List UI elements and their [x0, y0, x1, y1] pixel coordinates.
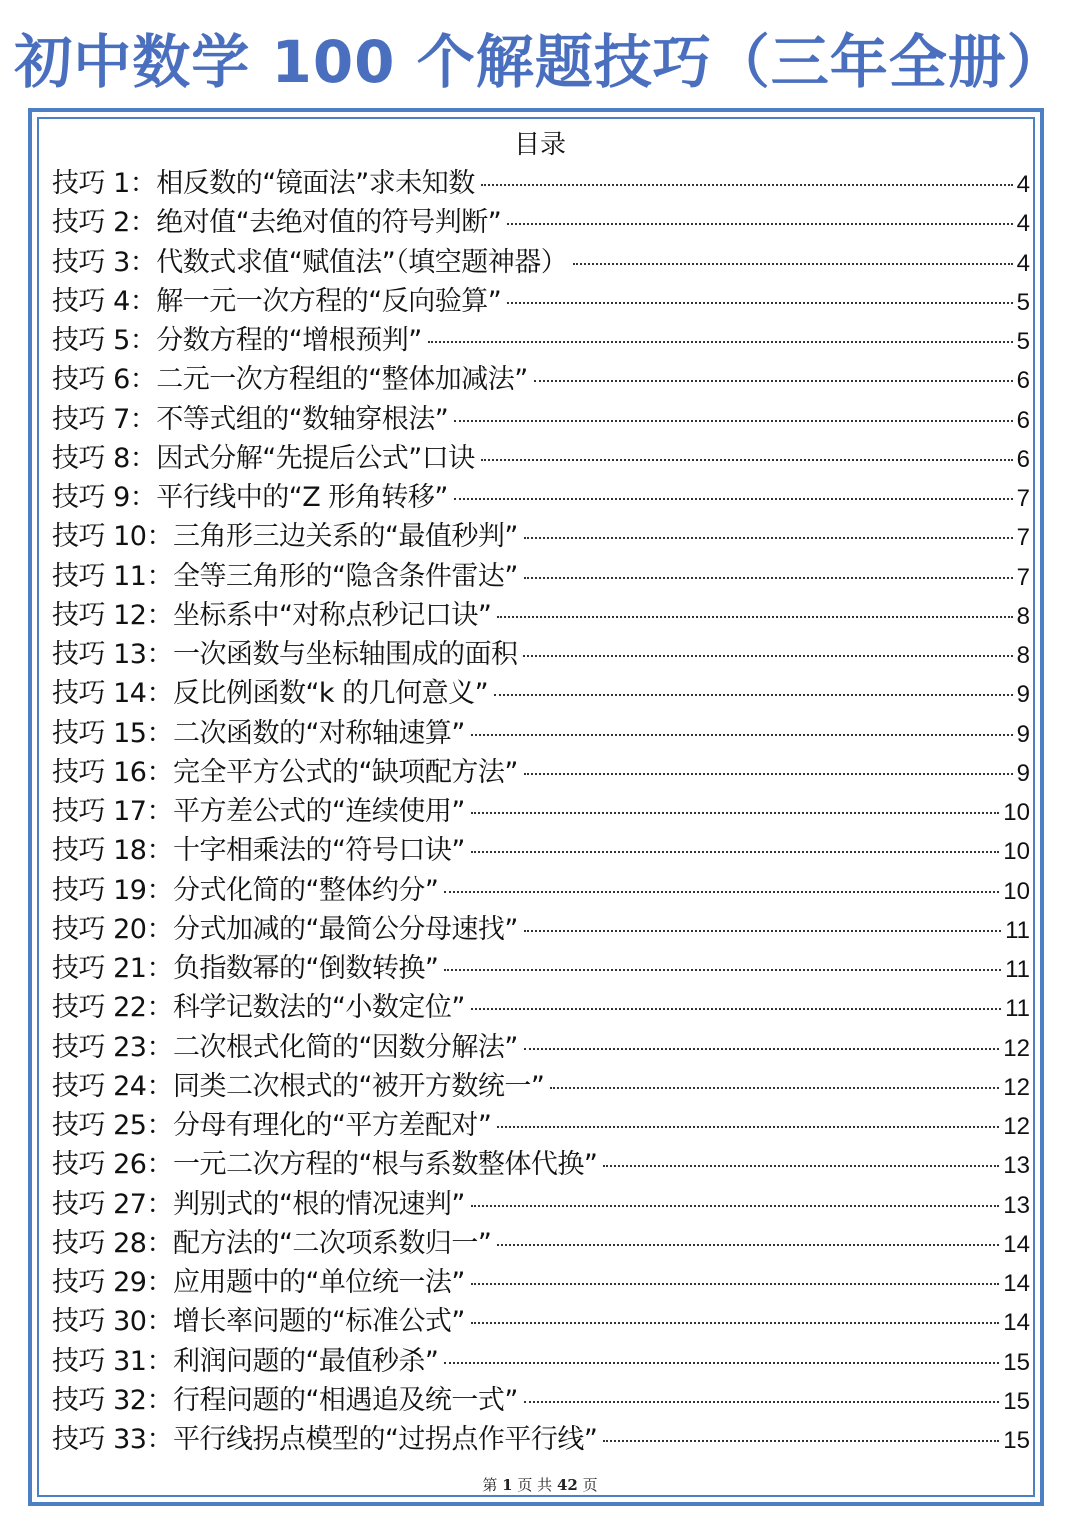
- toc-entry[interactable]: [52, 753, 1030, 792]
- toc-dot-leader: [507, 301, 1012, 304]
- toc-entry[interactable]: [52, 831, 1030, 870]
- toc-entry[interactable]: [52, 792, 1030, 831]
- toc-entry-label: 技巧 15：二次函数的“对称轴速算”: [52, 717, 465, 749]
- toc-heading: 目录: [513, 130, 566, 160]
- toc-entry-page-number: 9: [1016, 720, 1030, 748]
- toc-entry[interactable]: [52, 478, 1030, 517]
- toc-entry-label: 技巧 30：增长率问题的“标准公式”: [52, 1306, 465, 1338]
- toc-entry-page-number: 12: [1003, 1034, 1030, 1062]
- toc-entry-label: 技巧 31：利润问题的“最值秒杀”: [52, 1345, 439, 1377]
- toc-entry-label: 技巧 32：行程问题的“相遇追及统一式”: [52, 1384, 518, 1416]
- toc-entry-label: 技巧 3：代数式求值“赋值法”（填空题神器）: [52, 246, 568, 278]
- toc-dot-leader: [497, 1243, 999, 1246]
- toc-entry-label: 技巧 19：分式化简的“整体约分”: [52, 874, 439, 906]
- toc-entry[interactable]: [52, 1028, 1030, 1067]
- toc-dot-leader: [471, 850, 999, 853]
- toc-entry[interactable]: [52, 1185, 1030, 1224]
- toc-entry[interactable]: [52, 1263, 1030, 1302]
- toc-entry[interactable]: [52, 1067, 1030, 1106]
- toc-dot-leader: [603, 1439, 999, 1442]
- toc-entry[interactable]: [52, 557, 1030, 596]
- toc-entry-page-number: 13: [1003, 1152, 1030, 1180]
- toc-entry-label: 技巧 27：判别式的“根的情况速判”: [52, 1188, 465, 1220]
- page-footer: [0, 1475, 1080, 1495]
- toc-entry-page-number: 15: [1003, 1348, 1030, 1376]
- toc-entry[interactable]: [52, 1145, 1030, 1184]
- toc-entry[interactable]: [52, 1106, 1030, 1145]
- toc-dot-leader: [454, 497, 1013, 500]
- toc-entry-page-number: 10: [1003, 799, 1030, 826]
- toc-entry-page-number: 5: [1016, 328, 1030, 355]
- toc-dot-leader: [573, 262, 1012, 265]
- toc-dot-leader: [444, 890, 999, 893]
- toc-entry-label: 技巧 23：二次根式化简的“因数分解法”: [52, 1031, 518, 1063]
- toc-dot-leader: [481, 458, 1013, 461]
- toc-entry[interactable]: [52, 1302, 1030, 1341]
- toc-entry-label: 技巧 11：全等三角形的“隐含条件雷达”: [52, 560, 518, 592]
- toc-entry[interactable]: [52, 596, 1030, 635]
- toc-entry-label: 技巧 14：反比例函数“k 的几何意义”: [52, 678, 489, 710]
- toc-entry-page-number: 8: [1016, 602, 1030, 630]
- toc-entry-label: 技巧 8：因式分解“先提后公式”口诀: [52, 442, 475, 474]
- toc-dot-leader: [494, 693, 1013, 696]
- toc-entry-label: 技巧 6：二元一次方程组的“整体加减法”: [52, 364, 528, 396]
- toc-entry-page-number: 14: [1003, 1309, 1030, 1337]
- footer-suffix: 页: [582, 1476, 598, 1494]
- toc-entry-page-number: 7: [1016, 485, 1030, 512]
- toc-entry-page-number: 6: [1016, 445, 1030, 473]
- toc-dot-leader: [523, 654, 1012, 657]
- toc-entry-page-number: 8: [1016, 642, 1030, 669]
- toc-entry-label: 技巧 4：解一元一次方程的“反向验算”: [52, 285, 502, 317]
- toc-entry-page-number: 13: [1003, 1191, 1030, 1219]
- toc-entry-page-number: 14: [1003, 1270, 1030, 1297]
- toc-dot-leader: [497, 615, 1012, 618]
- toc-dot-leader: [524, 929, 1001, 932]
- footer-total-pages: 42: [556, 1476, 578, 1494]
- toc-entry[interactable]: [52, 439, 1030, 478]
- toc-entry-page-number: 6: [1016, 367, 1030, 395]
- toc-entry-label: 技巧 18：十字相乘法的“符号口诀”: [52, 835, 465, 867]
- toc-entry[interactable]: [52, 282, 1030, 321]
- toc-entry[interactable]: [52, 674, 1030, 713]
- footer-middle: 页 共: [517, 1476, 553, 1494]
- toc-dot-leader: [497, 1125, 999, 1128]
- toc-entry-label: 技巧 21：负指数幂的“倒数转换”: [52, 953, 439, 984]
- toc-dot-leader: [428, 340, 1013, 343]
- toc-entry-label: 技巧 26：一元二次方程的“根与系数整体代换”: [52, 1149, 598, 1181]
- toc-entry[interactable]: [52, 517, 1030, 556]
- toc-entry-label: 技巧 33：平行线拐点模型的“过拐点作平行线”: [52, 1424, 598, 1455]
- toc-entry-label: 技巧 7：不等式组的“数轴穿根法”: [52, 403, 449, 435]
- toc-entry-label: 技巧 1：相反数的“镜面法”求未知数: [52, 168, 475, 199]
- footer-current-page: 1: [502, 1476, 513, 1494]
- toc-entry-label: 技巧 9：平行线中的“Z 形角转移”: [52, 482, 448, 513]
- toc-entry[interactable]: [52, 910, 1030, 949]
- toc-dot-leader: [481, 183, 1013, 186]
- toc-entry-page-number: 4: [1016, 171, 1030, 198]
- toc-entry[interactable]: [52, 360, 1030, 399]
- toc-entry-page-number: 11: [1005, 956, 1030, 983]
- toc-entry-label: 技巧 2：绝对值“去绝对值的符号判断”: [52, 207, 502, 239]
- toc-entry-page-number: 7: [1016, 563, 1030, 591]
- toc-entry[interactable]: [52, 988, 1030, 1027]
- toc-entry-page-number: 11: [1005, 995, 1030, 1023]
- toc-entry-page-number: 12: [1003, 1113, 1030, 1140]
- toc-entry-page-number: 11: [1005, 916, 1030, 944]
- toc-dot-leader: [471, 1282, 999, 1285]
- toc-dot-leader: [471, 733, 1013, 736]
- toc-dot-leader: [524, 576, 1013, 579]
- toc-entry-page-number: 4: [1016, 249, 1030, 277]
- toc-entry-page-number: 4: [1016, 210, 1030, 238]
- toc-entry-page-number: 15: [1003, 1387, 1030, 1415]
- table-of-contents: [52, 164, 1030, 1459]
- toc-entry-page-number: 7: [1016, 524, 1030, 552]
- toc-entry[interactable]: [52, 1381, 1030, 1420]
- toc-entry-label: 技巧 22：科学记数法的“小数定位”: [52, 992, 465, 1024]
- document-title: 初中数学 100 个解题技巧（三年全册）: [14, 28, 1066, 96]
- toc-entry[interactable]: [52, 871, 1030, 910]
- toc-entry[interactable]: [52, 243, 1030, 282]
- toc-entry-label: 技巧 25：分母有理化的“平方差配对”: [52, 1110, 492, 1141]
- toc-dot-leader: [524, 772, 1013, 775]
- toc-dot-leader: [444, 968, 1001, 971]
- toc-entry-label: 技巧 13：一次函数与坐标轴围成的面积: [52, 639, 518, 670]
- toc-dot-leader: [507, 222, 1012, 225]
- toc-entry-label: 技巧 10：三角形三边关系的“最值秒判”: [52, 521, 518, 553]
- toc-dot-leader: [524, 536, 1013, 539]
- toc-entry-label: 技巧 24：同类二次根式的“被开方数统一”: [52, 1070, 545, 1102]
- toc-entry[interactable]: [52, 949, 1030, 988]
- toc-dot-leader: [454, 419, 1012, 422]
- toc-dot-leader: [471, 1204, 999, 1207]
- toc-entry-page-number: 14: [1003, 1230, 1030, 1258]
- footer-prefix: 第: [482, 1476, 498, 1494]
- toc-entry-page-number: 10: [1003, 877, 1030, 905]
- toc-entry-label: 技巧 17：平方差公式的“连续使用”: [52, 796, 465, 827]
- toc-entry-label: 技巧 12：坐标系中“对称点秒记口诀”: [52, 599, 492, 631]
- toc-entry-page-number: 10: [1003, 838, 1030, 866]
- toc-entry-page-number: 12: [1003, 1073, 1030, 1101]
- toc-entry[interactable]: [52, 321, 1030, 360]
- toc-dot-leader: [471, 811, 999, 814]
- toc-dot-leader: [444, 1361, 999, 1364]
- toc-entry[interactable]: [52, 164, 1030, 203]
- toc-entry-page-number: 15: [1003, 1427, 1030, 1454]
- toc-entry[interactable]: [52, 714, 1030, 753]
- toc-entry-page-number: 9: [1016, 759, 1030, 787]
- toc-entry-label: 技巧 5：分数方程的“增根预判”: [52, 325, 422, 356]
- toc-dot-leader: [603, 1164, 999, 1167]
- toc-entry[interactable]: [52, 1224, 1030, 1263]
- toc-dot-leader: [524, 1400, 999, 1403]
- toc-dot-leader: [550, 1086, 999, 1089]
- toc-dot-leader: [534, 379, 1013, 382]
- toc-dot-leader: [471, 1007, 1001, 1010]
- toc-entry-page-number: 6: [1016, 406, 1030, 434]
- toc-dot-leader: [471, 1321, 999, 1324]
- toc-entry[interactable]: [52, 1420, 1030, 1459]
- toc-entry-label: 技巧 16：完全平方公式的“缺项配方法”: [52, 756, 518, 788]
- toc-entry[interactable]: [52, 635, 1030, 674]
- toc-entry-label: 技巧 28：配方法的“二次项系数归一”: [52, 1227, 492, 1259]
- toc-entry[interactable]: [52, 400, 1030, 439]
- toc-entry[interactable]: [52, 203, 1030, 242]
- toc-entry-label: 技巧 29：应用题中的“单位统一法”: [52, 1267, 465, 1298]
- toc-entry[interactable]: [52, 1342, 1030, 1381]
- toc-entry-page-number: 9: [1016, 681, 1030, 709]
- toc-dot-leader: [524, 1047, 999, 1050]
- toc-entry-page-number: 5: [1016, 288, 1030, 316]
- toc-entry-label: 技巧 20：分式加减的“最简公分母速找”: [52, 913, 518, 945]
